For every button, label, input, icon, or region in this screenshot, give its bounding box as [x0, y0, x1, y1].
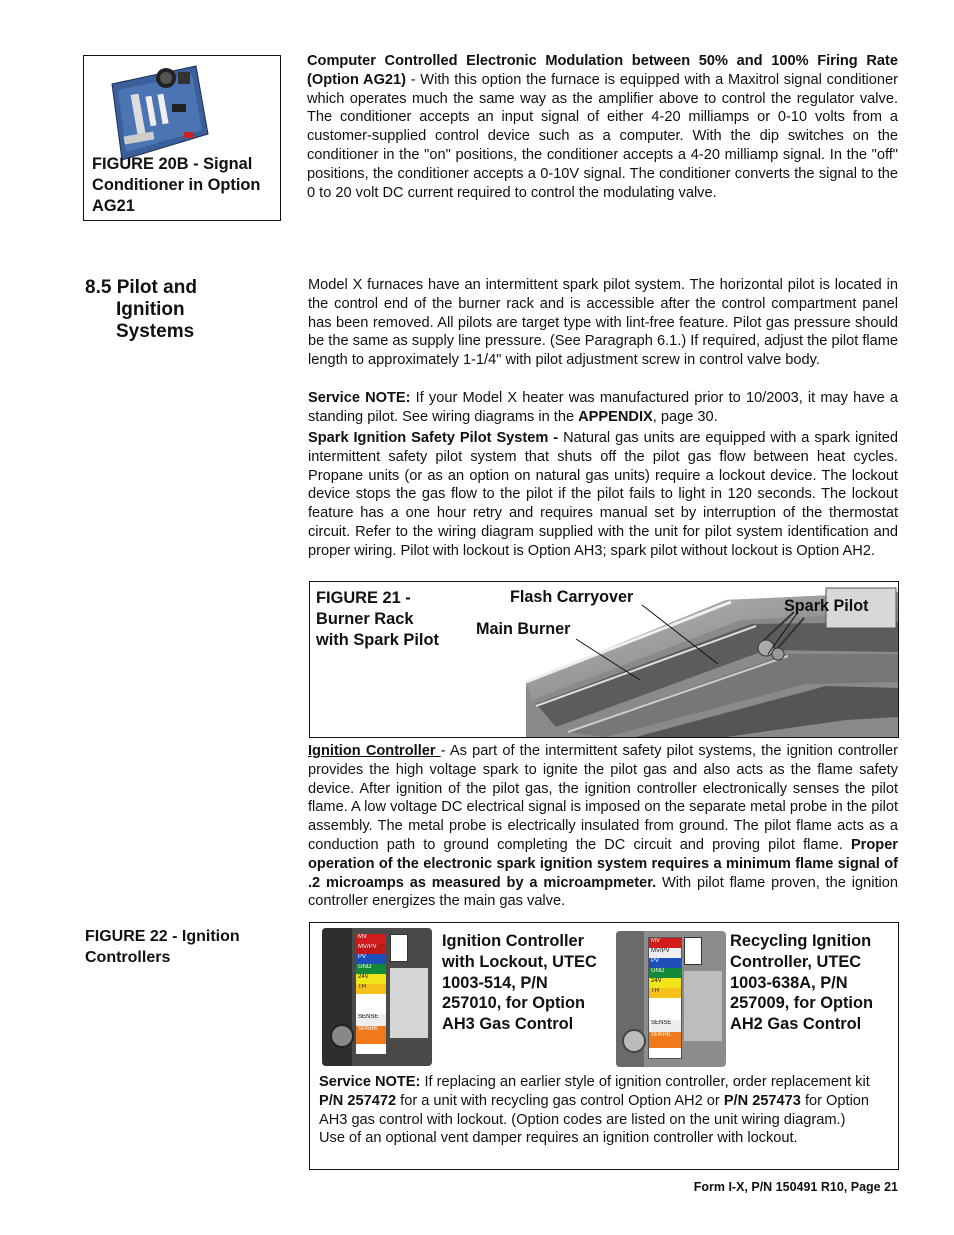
section-heading [85, 277, 285, 343]
section-number: 8.5 [85, 277, 112, 298]
c2-label-4: 24V [649, 978, 681, 988]
c2-label-5: TH [649, 988, 681, 998]
page-footer: Form I-X, P/N 150491 R10, Page 21 [693, 1180, 898, 1194]
service-note-2-t4: Use of an optional vent damper requires an ignition controller with lockout. [319, 1130, 798, 1147]
c2-label-1: MV/PV [649, 948, 681, 958]
label-spark-pilot: Spark Pilot [784, 597, 869, 615]
service-note-2 [319, 1073, 893, 1148]
service-note-1-text: If your Model X heater was manufactured prior to 10/2003, it may have a standing pilot. See wiring diagrams in the [308, 390, 899, 425]
label-main-burner: Main Burner [476, 620, 571, 638]
intro-paragraph: Model X furnaces have an intermittent spark pilot system. The horizontal pilot is located in the control end of the burner rack and is accessible after the control compartment panel has been removed. All pilots are target type with lint-free feature. Pilot gas pressure should be the same as supply line pressure. (See Paragraph 6.1.) If required, adjust the pilot flame length to approximately 1-1/4" with pilot adjustment screw in control valve body. [308, 277, 898, 369]
c2-label-0: MV [649, 938, 681, 948]
c2-label-3: GND [649, 968, 681, 978]
c2-label-2: PV [649, 958, 681, 968]
c1-label-3: GND [356, 964, 386, 974]
ag21-body: - With this option the furnace is equipped with a Maxitrol signal conditioner which operates much the same way as the amplifier above to control the regulator valve. The conditioner accepts an input signal of either 4-20 milliamps or 0-10 volts from a customer-supplied control device such as a computer. With the dip switches on the conditioner in the "on" positions, the conditioner accepts a 4-20 milliamp signal. In the "off" positions, the conditioner accepts a 0-10V signal. The conditioner converts the signal to the 0 to 20 volt DC current required to control the modulating valve. [307, 71, 899, 201]
c1-label-4: 24V [356, 974, 386, 984]
section-title-line3: Systems [116, 321, 195, 342]
label-flash-carryover: Flash Carryover [510, 588, 634, 606]
ignition-paragraph [308, 742, 898, 911]
ignition-tail: With pilot flame proven, the ignition controller energizes the main gas valve. [308, 874, 898, 910]
service-note-2-label: Service NOTE: [319, 1074, 421, 1090]
ag21-paragraph [307, 52, 898, 202]
c1-label-5: TH [356, 984, 386, 994]
figure-22-caption: FIGURE 22 - Ignition Controllers [85, 928, 240, 966]
c1-label-1: MV/PV [356, 944, 386, 954]
figure-20b-box [83, 55, 281, 221]
ignition-title: Ignition Controller [308, 743, 441, 759]
service-note-2-t1: If replacing an earlier style of ignition controller, order replacement kit [420, 1074, 870, 1090]
c1-label-0: MV [356, 934, 386, 944]
appendix-link: APPENDIX [578, 408, 653, 425]
part-number-257472: P/N 257472 [319, 1092, 397, 1109]
figure-21-caption: FIGURE 21 - Burner Rack with Spark Pilot [316, 589, 439, 649]
c1-label-7: SPARK [356, 1026, 386, 1044]
ignition-bold: Proper operation of the electronic spark ignition system requires a minimum flame signal of .2 microamps as measured by a microampmeter. [308, 836, 898, 891]
figure-21-box [309, 581, 899, 738]
section-title-line1: Pilot and [116, 277, 197, 298]
signal-conditioner-image [104, 64, 214, 164]
service-note-2-t2: for a unit with recycling gas control Option AH2 or [396, 1092, 724, 1109]
figure-22-box [309, 922, 899, 1170]
service-note-1-label: Service NOTE: [308, 390, 411, 406]
controller-1-description: Ignition Controller with Lockout, UTEC 1003-514, P/N 257010, for Option AH3 Gas Control [442, 932, 597, 1034]
c1-label-2: PV [356, 954, 386, 964]
controller-2-description: Recycling Ignition Controller, UTEC 1003-638A, P/N 257009, for Option AH2 Gas Control [730, 932, 874, 1034]
controller-2-image [616, 931, 726, 1067]
section-title-line2: Ignition [116, 299, 185, 320]
service-note-2-t3: for Option AH3 gas control with lockout. (Option codes are listed on the unit wiring diagram.) [319, 1092, 870, 1128]
c2-label-6: SENSE [649, 1020, 681, 1032]
service-note-1 [308, 389, 898, 427]
ignition-body: - As part of the intermittent safety pilot systems, the ignition controller provides the high voltage spark to ignite the pilot gas and also acts as the flame safety device. After ignition of the pilot gas, the ignition controller electronically senses the pilot flame. A low voltage DC electrical signal is imposed on the separate metal probe in the pilot assembly. The metal probe is electrically insulated from ground. The pilot flame acts as a conduction path to ground completing the DC circuit and proving pilot flame. [308, 743, 898, 853]
service-note-1-tail: , page 30. [652, 408, 718, 425]
c2-label-7: SPARK [649, 1032, 681, 1048]
c1-label-6: SENSE [356, 1014, 386, 1026]
controller-1-image [322, 928, 432, 1066]
figure-20b-caption: FIGURE 20B - Signal Conditioner in Option AG21 [92, 155, 261, 215]
spark-title: Spark Ignition Safety Pilot System - [308, 430, 559, 446]
spark-body: Natural gas units are equipped with a spark ignited intermittent safety pilot system that shuts off the pilot gas flow between heat cycles. Propane units (or as an option on natural gas units) require a lockout device. The lockout device stops the gas flow to the pilot if the pilot fails to light in 120 seconds. The lockout feature has a one hour retry and requires manual set by interruption of the thermostat circuit. Refer to the wiring diagram supplied with the unit for pilot system identification and proper wiring. Pilot with lockout is Option AH3; spark pilot without lockout is Option AH2. [308, 430, 898, 559]
spark-paragraph [308, 429, 898, 561]
part-number-257473: P/N 257473 [723, 1092, 801, 1109]
ag21-title: Computer Controlled Electronic Modulation between 50% and 100% Firing Rate (Option AG21) [307, 53, 898, 88]
